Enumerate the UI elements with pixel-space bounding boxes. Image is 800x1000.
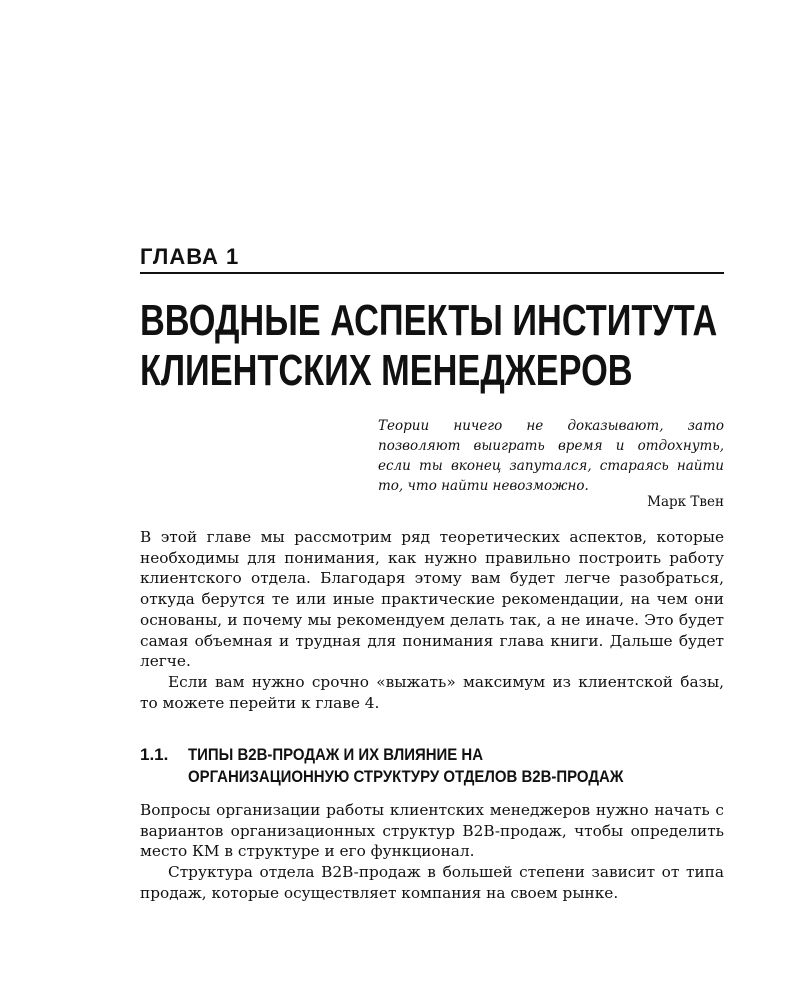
epigraph-author: Марк Твен [647,494,724,510]
section-title-line: ОРГАНИЗАЦИОННУЮ СТРУКТУРУ ОТДЕЛОВ B2B-ПРОДАЖ [188,767,624,786]
paragraph: Вопросы организации работы клиентских менеджеров нужно начать с вариантов организационных структур B2B-продаж, чтобы определить место КМ в структуре и его функционал. [140,801,724,861]
chapter-title-line: ВВОДНЫЕ АСПЕКТЫ ИНСТИТУТА [140,296,718,345]
paragraph: Структура отдела B2B-продаж в большей степени зависит от типа продаж, которые осуществляет компания на своем рынке. [140,863,724,902]
chapter-divider [140,272,724,274]
section-title [188,744,800,788]
section-title-line: ТИПЫ B2B-ПРОДАЖ И ИХ ВЛИЯНИЕ НА [188,745,483,764]
paragraph: В этой главе мы рассмотрим ряд теоретических аспектов, которые необходимы для понимания, как нужно правильно построить работу клиентского отдела. Благодаря этому вам будет легче разобраться, откуда берутся те или иные практические рекомендации, на чем они основаны, и почему мы рекомендуем делать так, а не иначе. Это будет самая объемная и трудная для понимания глава книги. Дальше будет легче. [140,528,724,671]
epigraph-text: Теории ничего не доказывают, зато позволяют выиграть время и отдохнуть, если ты вконец запутался, стараясь найти то, что найти невозможно. [378,418,724,494]
chapter-label: ГЛАВА 1 [140,244,240,269]
section-body-text [140,800,724,904]
paragraph: Если вам нужно срочно «выжать» максимум из клиентской базы, то можете перейти к главе 4. [140,672,724,712]
chapter-title-line: КЛИЕНТСКИХ МЕНЕДЖЕРОВ [140,346,633,395]
chapter-title [140,296,733,396]
intro-text [140,527,724,713]
section-number: 1.1. [140,745,169,764]
